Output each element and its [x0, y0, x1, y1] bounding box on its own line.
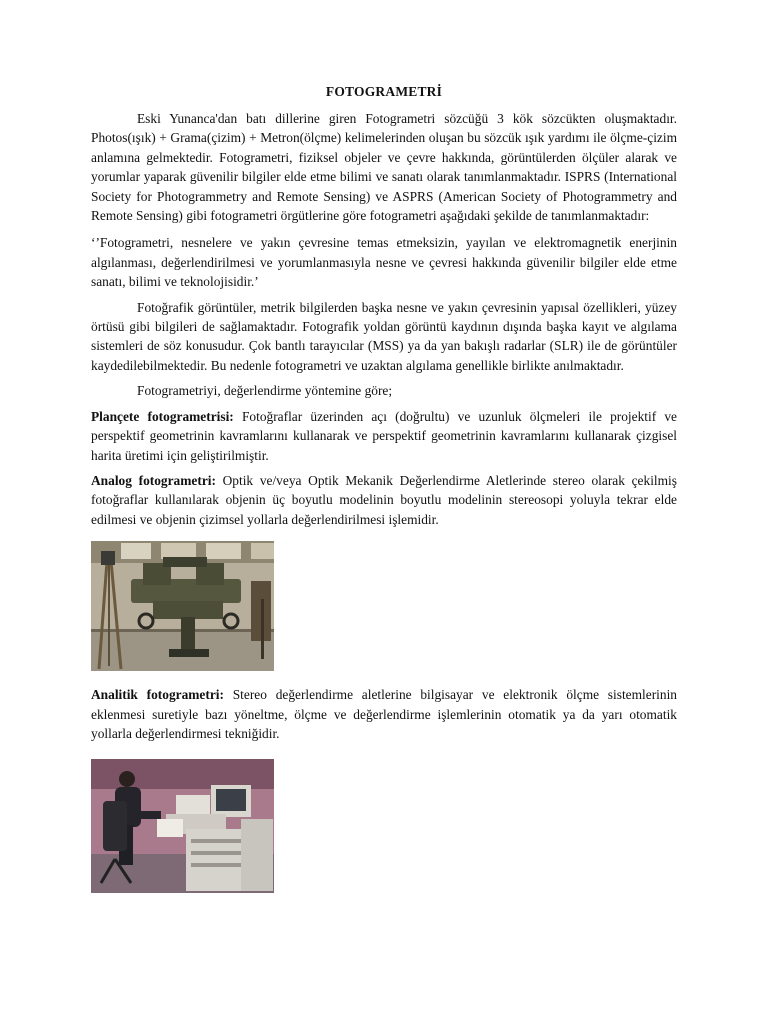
definition-quote: ‘’Fotogrametri, nesnelere ve yakın çevresine temas etmeksizin, yayılan ve elektromagnetik enerjinin algılanması, değerlendirilmesi ve yorumlanmasıyla nesne ve çevresi hakkında güvenilir bilgiler elde etme sanatı, bilimi ve teknolojisidir.’	[91, 235, 677, 290]
section-plancete-term: Plançete fotogrametrisi:	[91, 408, 234, 424]
document-body	[91, 84, 677, 893]
page-title: FOTOGRAMETRİ	[325, 84, 443, 99]
classification-intro: Fotogrametriyi, değerlendirme yöntemine göre;	[137, 383, 393, 399]
section-analitik-term: Analitik fotogrametri:	[91, 687, 224, 703]
analytical-plotter-photo	[91, 759, 274, 893]
section-analog-term: Analog fotogrametri:	[91, 472, 216, 488]
analog-plotter-photo	[91, 541, 274, 671]
intro-paragraph: Eski Yunanca'dan batı dillerine giren Fotogrametri sözcüğü 3 kök sözcükten oluşmaktadır. Photos(ışık) + Grama(çizim) + Metron(ölçme) kelimelerinden oluşan bu sözcük ışık yardımı ile ölçme-çizim anlamına gelmektedir. Fotogrametri, fiziksel objeler ve çevre hakkında, görüntülerden ölçüler alarak ve yorumlar yaparak güvenilir bilgiler elde etme bilimi ve sanatı olarak tanımlanmaktadır. ISPRS (International Society for Photogrammetry and Remote Sensing) ve ASPRS (American Society of Photogrammetry and Remote Sensing) gibi fotogrametri örgütlerine göre fotogrametri aşağıdaki şekilde de tanımlanmaktadır:	[91, 111, 677, 224]
section-analitik-text: Stereo değerlendirme aletlerine bilgisayar ve elektronik ölçme sistemlerinin eklenmesi suretiyle bazı yöneltme, ölçme ve değerlendirme işlemlerinin otomatik ya da yarı otomatik yollarla değerlendirmesi tekniğidir.	[91, 687, 677, 741]
imagery-paragraph: Fotoğrafik görüntüler, metrik bilgilerden başka nesne ve yakın çevresinin yapısal özellikleri, yüzey örtüsü gibi bilgileri de sağlamaktadır. Fotografik yoldan görüntü kaydının dışında başka kayıt ve algılama sistemleri de söz konusudur. Çok bantlı tarayıcılar (MSS) ya da yan bakışlı radarlar (SLR) ile de görüntüler kaydedilebilmektedir. Bu nedenle fotogrametri ve uzaktan algılama genellikle birlikte anılmaktadır.	[91, 299, 677, 373]
section-plancete	[91, 407, 677, 465]
section-analog-text: Optik ve/veya Optik Mekanik Değerlendirme Aletlerinde stereo olarak çekilmiş fotoğraflar kullanılarak objenin üç boyutlu modelinin boyutlu modelinin stereosopi yoluyla tekrar elde edilmesi ve objenin çizimsel yollarla değerlendirilmesi işlemidir.	[91, 472, 677, 527]
section-plancete-text: Fotoğraflar üzerinden açı (doğrultu) ve uzunluk ölçmeleri ile projektif ve perspektif geometrinin kavramlarını kullanarak ve perspektif geometrinin kavramlarını kullanarak çizgisel harita üretimi için geliştirilmiştir.	[91, 408, 677, 463]
section-analitik	[91, 685, 677, 743]
section-analog	[91, 471, 677, 529]
